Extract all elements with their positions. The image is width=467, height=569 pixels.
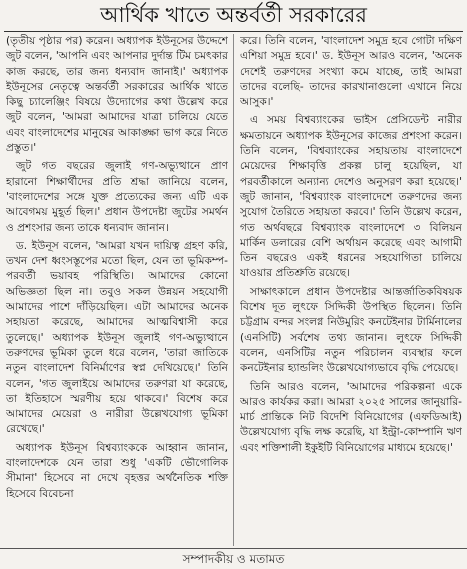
- article-column-left: [6, 34, 228, 546]
- article-paragraph: [6, 34, 228, 156]
- headline-rule: [4, 31, 463, 32]
- article-paragraph: করে। তিনি বলেন, 'বাংলাদেশ সমুদ্র হবে গোটা দক্ষিণ এশিয়া সমুদ্র হবে।' ড. ইউনূস আরও বলেন, 'অনেক দেশেই তরুণদের সংখ্যা কমে যাচ্ছে, তাই আমরা তাদের বলেছি- তাদের কারখানাগুলো এখানে নিয়ে আসুক।': [240, 35, 462, 109]
- article-paragraph: তিনি আরও বলেন, 'আমাদের পরিকল্পনা একে আরও কার্যকর করা। আমরা ২০২৫ সালের জানুয়ারি-মার্চ প্রান্তিকে নিট বিদেশি বিনিয়োগের (এফডিআই) উল্লেখযোগ্য বৃদ্ধি লক্ষ করেছি, যা ইন্ট্রা-কোম্পানি ঋণ এবং শক্তিশালী ইকুইটি বিনিয়োগের মাধ্যমে হয়েছে।': [240, 380, 462, 454]
- article-paragraph: জুট গত বছরের জুলাই গণ-অভ্যুত্থানে প্রাণ হারানো শিক্ষার্থীদের প্রতি শ্রদ্ধা জানিয়ে বলেন, 'বাংলাদেশের সঙ্গে যুক্ত প্রত্যেকের জন্য এটি এক আবেগময় মুহূর্ত ছিল।' প্রধান উপদেষ্টা জুটের সমর্থন ও প্রশংসার জন্য তাকে ধন্যবাদ জানান।: [6, 160, 228, 234]
- paragraph-text: করেন। অধ্যাপক ইউনূসের উদ্দেশে জুট বলেন, 'আপনি এবং আপনার দুর্দান্ত টিম চমৎকার কাজ করছে, তার জন্য ধন্যবাদ জানাই।' অধ্যাপক ইউনূসের নেতৃত্বে অন্তর্বর্তী সরকারের আর্থিক খাতে কিছু চ্যালেঞ্জিং বিষয়ে উদ্যোগের কথা উল্লেখ করে জুট বলেন, 'আমরা আমাদের যাত্রা চালিয়ে যেতে এবং বাংলাদেশের মানুষের আকাঙ্ক্ষা ভাগ করে নিতে প্রস্তুত।': [6, 35, 228, 155]
- article-paragraph: সাক্ষাৎকালে প্রধান উপদেষ্টার আন্তর্জাতিকবিষয়ক বিশেষ দূত লুৎফে সিদ্দিকী উপস্থিত ছিলেন। তিনি চট্টগ্রাম বন্দর সংলগ্ন নিউমুরিং কনটেইনার টার্মিনালের (এনসিটি) সর্বশেষ তথ্য জানান। লুৎফে সিদ্দিকী বলেন, এনসিটির নতুন পরিচালন ব্যবস্থার ফলে কনটেইনার হ্যান্ডলিং উল্লেখযোগ্যভাবে বৃদ্ধি পেয়েছে।: [240, 285, 462, 375]
- page-footer: সম্পাদকীয় ও মতামত: [0, 548, 467, 569]
- column-divider: [233, 34, 234, 546]
- continuation-tag: (তৃতীয় পৃষ্ঠার পর): [6, 35, 83, 47]
- article-paragraph: এ সময় বিশ্বব্যাংকের ভাইস প্রেসিডেন্ট নারীর ক্ষমতায়নে অধ্যাপক ইউনূসের কাজের প্রশংসা করেন। তিনি বলেন, 'বিশ্বব্যাংকের সহায়তায় বাংলাদেশে মেয়েদের শিক্ষাবৃত্তি প্রকল্প চালু হয়েছিল, যা পরবর্তীকালে অন্যান্য দেশেও অনুসরণ করা হয়েছে।' জুট জানান, 'বিশ্বব্যাংক বাংলাদেশে তরুণদের জন্য সুযোগ তৈরিতে সহায়তা করবে।' তিনি উল্লেখ করেন, গত অর্থবছরে বিশ্বব্যাংক বাংলাদেশে ৩ বিলিয়ন মার্কিন ডলারের বেশি অর্থায়ন করেছে এবং আগামী তিন বছরেও একই ধরনের সহযোগিতা চালিয়ে যাওয়ার প্রতিশ্রুতি রয়েছে।: [240, 114, 462, 280]
- article-paragraph: ড. ইউনূস বলেন, 'আমরা যখন দায়িত্ব গ্রহণ করি, তখন দেশ ধ্বংসস্তূপের মতো ছিল, যেন তা ভূমিকম্প-পরবর্তী ভয়াবহ পরিস্থিতি। আমাদের কোনো অভিজ্ঞতা ছিল না। তবুও সকল উন্নয়ন সহযোগী আমাদের পাশে দাঁড়িয়েছিল। এটা আমাদের অনেক সহায়তা করেছে, আমাদের আত্মবিশ্বাসী করে তুলেছে।' অধ্যাপক ইউনূস জুলাই গণ-অভ্যুত্থানে তরুণদের ভূমিকা তুলে ধরে বলেন, 'তারা জাতিকে নতুন বাংলাদেশ বিনির্মাণের স্বপ্ন দেখিয়েছে।' তিনি বলেন, 'গত জুলাইয়ে আমাদের তরুণরা যা করেছে, তা ইতিহাসে স্মরণীয় হয়ে থাকবে।' বিশেষ করে আমাদের মেয়েরা ও নারীরা উল্লেখযোগ্য ভূমিকা রেখেছে।': [6, 239, 228, 436]
- headline: আর্থিক খাতে অন্তর্বর্তী সরকারের: [100, 3, 367, 27]
- article-paragraph: অধ্যাপক ইউনূস বিশ্বব্যাংককে আহ্বান জানান, বাংলাদেশকে যেন তারা শুধু 'একটি ভৌগোলিক সীমানা' হিসেবে না দেখে বৃহত্তর অর্থনৈতিক শক্তি হিসেবে বিবেচনা: [6, 441, 228, 500]
- article-column-right: [240, 34, 462, 546]
